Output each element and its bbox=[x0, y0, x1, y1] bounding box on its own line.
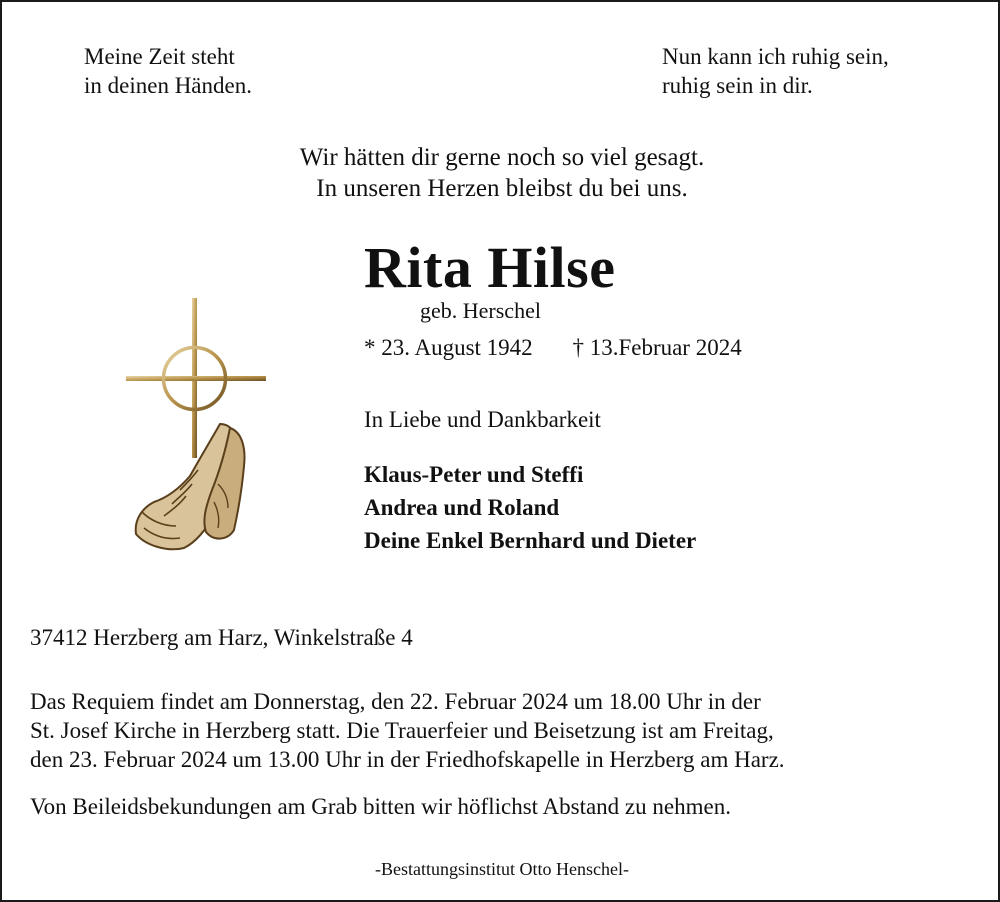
thanks-line: In Liebe und Dankbarkeit bbox=[364, 407, 601, 432]
life-dates bbox=[364, 335, 742, 361]
family-member: Klaus-Peter und Steffi bbox=[364, 462, 584, 487]
family-member: Deine Enkel Bernhard und Dieter bbox=[364, 528, 697, 553]
center-quote-line: Wir hätten dir gerne noch so viel gesagt. bbox=[299, 144, 705, 171]
quote-right-line: Nun kann ich ruhig sein, bbox=[662, 44, 889, 69]
condolence-remark: Von Beileidsbekundungen am Grab bitten wir höflichst Abstand zu nehmen. bbox=[30, 794, 731, 819]
center-quote-line: In unseren Herzen bleibst du bei uns. bbox=[316, 175, 688, 202]
quote-left-line: Meine Zeit steht bbox=[84, 44, 235, 69]
quote-left bbox=[84, 42, 252, 100]
quote-right-line: ruhig sein in dir. bbox=[662, 73, 813, 98]
undertaker-credit: -Bestattungsinstitut Otto Henschel- bbox=[375, 859, 629, 879]
center-quote bbox=[2, 142, 1000, 204]
details-line: Das Requiem findet am Donnerstag, den 22. Februar 2024 um 18.00 Uhr in der bbox=[30, 689, 761, 714]
maiden-name: geb. Herschel bbox=[420, 298, 541, 323]
quote-left-line: in deinen Händen. bbox=[84, 73, 252, 98]
family-member: Andrea und Roland bbox=[364, 495, 560, 520]
details-line: St. Josef Kirche in Herzberg statt. Die Trauerfeier und Beisetzung ist am Freitag, bbox=[30, 718, 774, 743]
death-date: † 13.Februar 2024 bbox=[572, 335, 742, 360]
family-list bbox=[364, 458, 696, 557]
birth-date: * 23. August 1942 bbox=[364, 335, 533, 360]
service-details bbox=[30, 687, 785, 774]
quote-right bbox=[662, 42, 889, 100]
address: 37412 Herzberg am Harz, Winkelstraße 4 bbox=[30, 625, 413, 650]
deceased-name: Rita Hilse bbox=[364, 235, 616, 300]
cross-with-praying-hands-icon bbox=[120, 298, 270, 554]
details-line: den 23. Februar 2024 um 13.00 Uhr in der Friedhofskapelle in Herzberg am Harz. bbox=[30, 747, 785, 772]
